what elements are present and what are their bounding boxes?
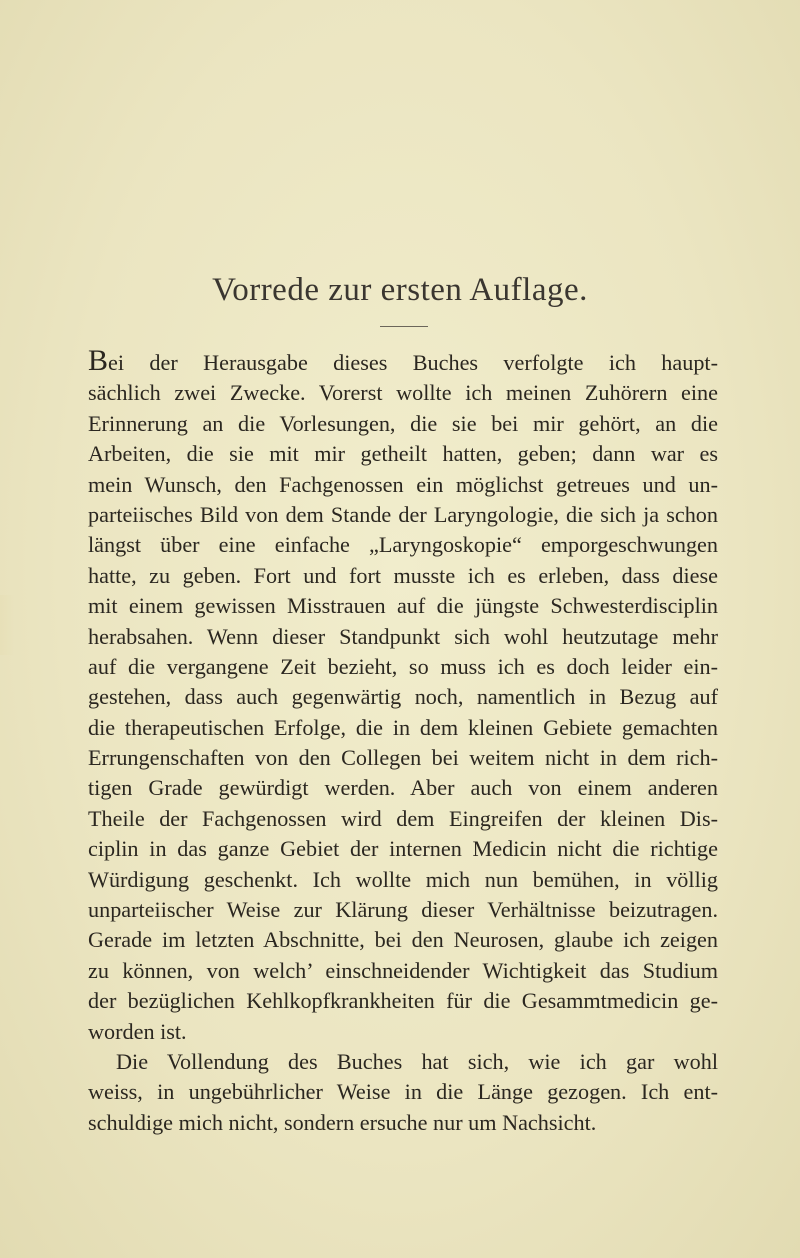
text-line: sächlich zwei Zwecke. Vorerst wollte ich meinen Zuhörern eine xyxy=(88,380,718,406)
text-line: die therapeutischen Erfolge, die in dem kleinen Gebiete gemachten xyxy=(88,714,718,740)
text-line: Arbeiten, die sie mit mir getheilt hatten, geben; dann war es xyxy=(88,441,718,467)
text-line: herabsahen. Wenn dieser Standpunkt sich wohl heutzutage mehr xyxy=(88,623,718,649)
text-line: mit einem gewissen Misstrauen auf die jüngste Schwesterdisciplin xyxy=(88,593,718,619)
text-line: parteiisches Bild von dem Stande der Laryngologie, die sich ja schon xyxy=(88,501,718,527)
preface-body xyxy=(88,344,718,1138)
text-line: längst über eine einfache „Laryngoskopie“ emporgeschwungen xyxy=(88,532,718,558)
paragraph-2 xyxy=(88,1047,718,1138)
text-line: Würdigung geschenkt. Ich wollte mich nun bemühen, in völlig xyxy=(88,866,718,892)
text-line: Bei der Herausgabe dieses Buches verfolgte ich haupt- xyxy=(88,344,718,377)
text-line: weiss, in ungebührlicher Weise in die Länge gezogen. Ich ent- xyxy=(88,1079,718,1105)
text-line: zu können, von welch’ einschneidender Wichtigkeit das Studium xyxy=(88,957,718,983)
title-divider xyxy=(380,326,428,327)
text-line: unparteiischer Weise zur Klärung dieser Verhältnisse beizutragen. xyxy=(88,897,718,923)
text-line: der bezüglichen Kehlkopfkrankheiten für die Gesammtmedicin ge- xyxy=(88,988,718,1014)
initial-letter: B xyxy=(88,344,109,377)
text-line: auf die vergangene Zeit bezieht, so muss ich es doch leider ein- xyxy=(88,653,718,679)
text-line: ciplin in das ganze Gebiet der internen Medicin nicht die richtige xyxy=(88,836,718,862)
text-line: gestehen, dass auch gegenwärtig noch, namentlich in Bezug auf xyxy=(88,684,718,710)
text-line: schuldige mich nicht, sondern ersuche nur um Nachsicht. xyxy=(88,1109,597,1135)
text-line: mein Wunsch, den Fachgenossen ein möglichst getreues und un- xyxy=(88,471,718,497)
page-stain xyxy=(0,595,14,655)
paragraph-1 xyxy=(88,344,718,1047)
text-line: Gerade im letzten Abschnitte, bei den Neurosen, glaube ich zeigen xyxy=(88,927,718,953)
text-line: Die Vollendung des Buches hat sich, wie ich gar wohl xyxy=(116,1048,718,1074)
text-line: Errungenschaften von den Collegen bei weitem nicht in dem rich- xyxy=(88,745,718,771)
text-line: hatte, zu geben. Fort und fort musste ich es erleben, dass diese xyxy=(88,562,718,588)
text-line: Theile der Fachgenossen wird dem Eingreifen der kleinen Dis- xyxy=(88,805,718,831)
text-line: Erinnerung an die Vorlesungen, die sie bei mir gehört, an die xyxy=(88,410,718,436)
text-line: tigen Grade gewürdigt werden. Aber auch von einem anderen xyxy=(88,775,718,801)
page-title: Vorrede zur ersten Auflage. xyxy=(212,272,588,308)
text-line: worden ist. xyxy=(88,1018,187,1044)
